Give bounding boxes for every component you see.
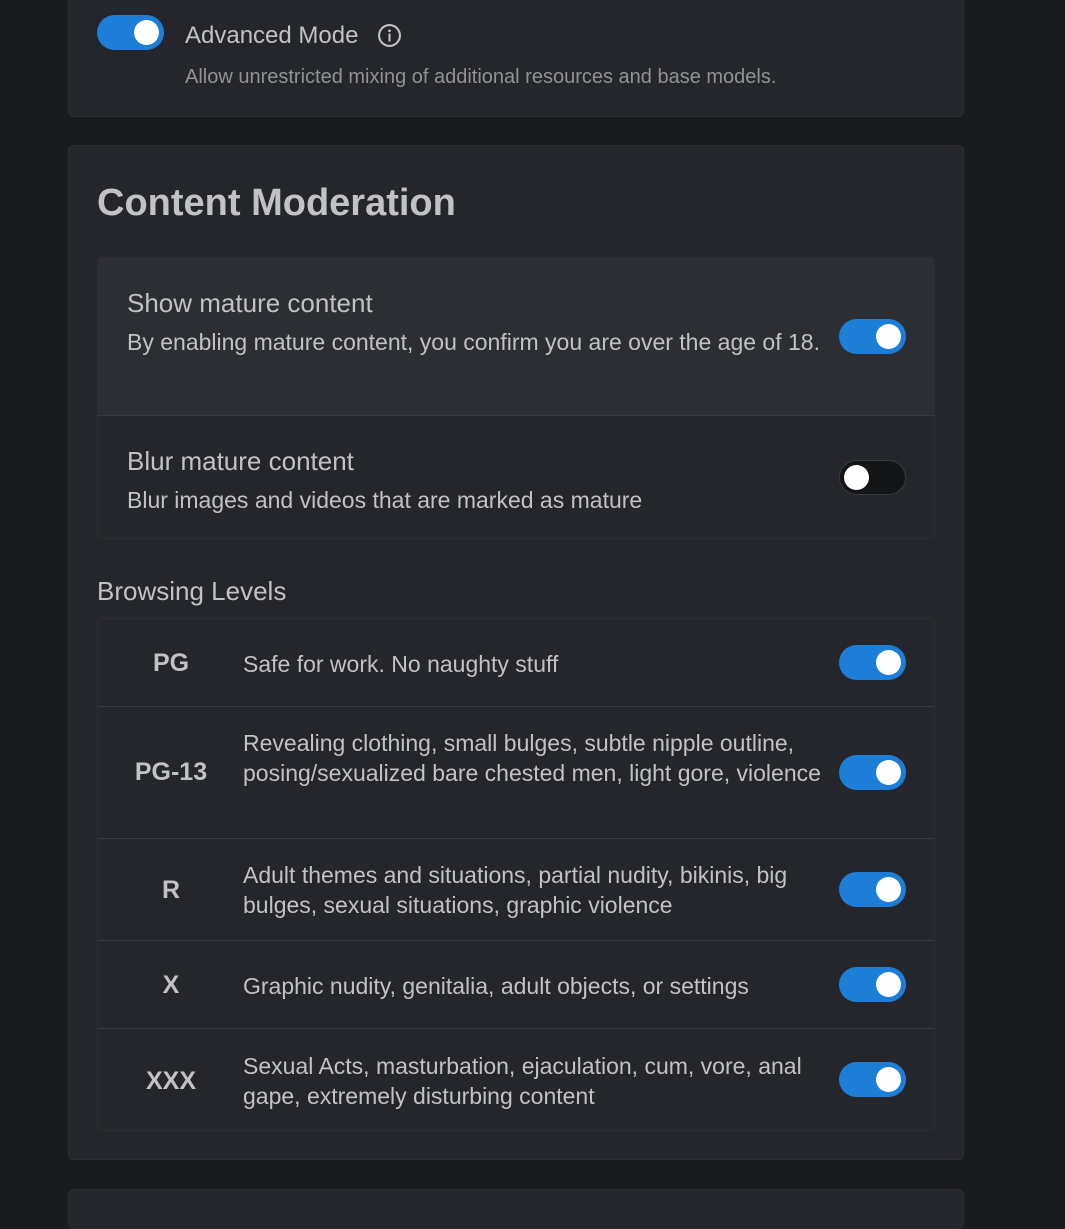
level-description: Sexual Acts, masturbation, ejaculation, cum, vore, anal gape, extremely disturbing content [243,1053,802,1109]
blur-mature-title: Blur mature content [127,446,354,476]
level-toggle-x[interactable] [839,967,906,1002]
toggle-knob [844,465,869,490]
level-code: R [161,876,181,904]
show-mature-row[interactable] [98,258,934,416]
toggle-knob [876,972,901,997]
show-mature-description: By enabling mature content, you confirm you are over the age of 18. [127,329,820,355]
advanced-settings-card [68,0,964,117]
level-description: Safe for work. No naughty stuff [243,651,559,677]
advanced-mode-description: Allow unrestricted mixing of additional resources and base models. [185,66,777,88]
level-description: Revealing clothing, small bulges, subtle nipple outline, posing/sexualized bare chested men, light gore, violence [243,730,821,786]
toggle-knob [876,877,901,902]
mature-settings-group [97,257,935,539]
level-toggle-xxx[interactable] [839,1062,906,1097]
level-row-xxx[interactable] [98,1029,934,1131]
advanced-mode-toggle[interactable] [97,15,164,50]
level-code: XXX [145,1067,197,1095]
show-mature-title: Show mature content [127,288,373,318]
level-toggle-pg[interactable] [839,645,906,680]
advanced-mode-label: Advanced Mode [185,22,359,49]
toggle-knob [876,760,901,785]
level-description: Adult themes and situations, partial nudity, bikinis, big bulges, sexual situations, graphic violence [243,862,788,918]
section-title: Content Moderation [97,182,456,224]
next-settings-card [68,1189,964,1229]
browsing-levels-list [97,618,935,1131]
browsing-levels-label: Browsing Levels [97,576,287,606]
content-moderation-card [68,145,964,1160]
toggle-knob [876,650,901,675]
show-mature-toggle[interactable] [839,319,906,354]
level-toggle-pg13[interactable] [839,755,906,790]
toggle-knob [876,1067,901,1092]
level-code: X [162,971,180,999]
level-code: PG [152,649,190,677]
blur-mature-row[interactable] [98,416,934,539]
level-description: Graphic nudity, genitalia, adult objects, or settings [243,973,749,999]
blur-mature-toggle[interactable] [839,460,906,495]
level-toggle-r[interactable] [839,872,906,907]
level-code: PG-13 [134,758,208,786]
toggle-knob [134,20,159,45]
level-row-pg[interactable] [98,619,934,707]
level-row-x[interactable] [98,941,934,1029]
level-row-r[interactable] [98,839,934,941]
toggle-knob [876,324,901,349]
info-icon[interactable] [377,23,402,48]
blur-mature-description: Blur images and videos that are marked as mature [127,487,643,513]
level-row-pg13[interactable] [98,707,934,839]
